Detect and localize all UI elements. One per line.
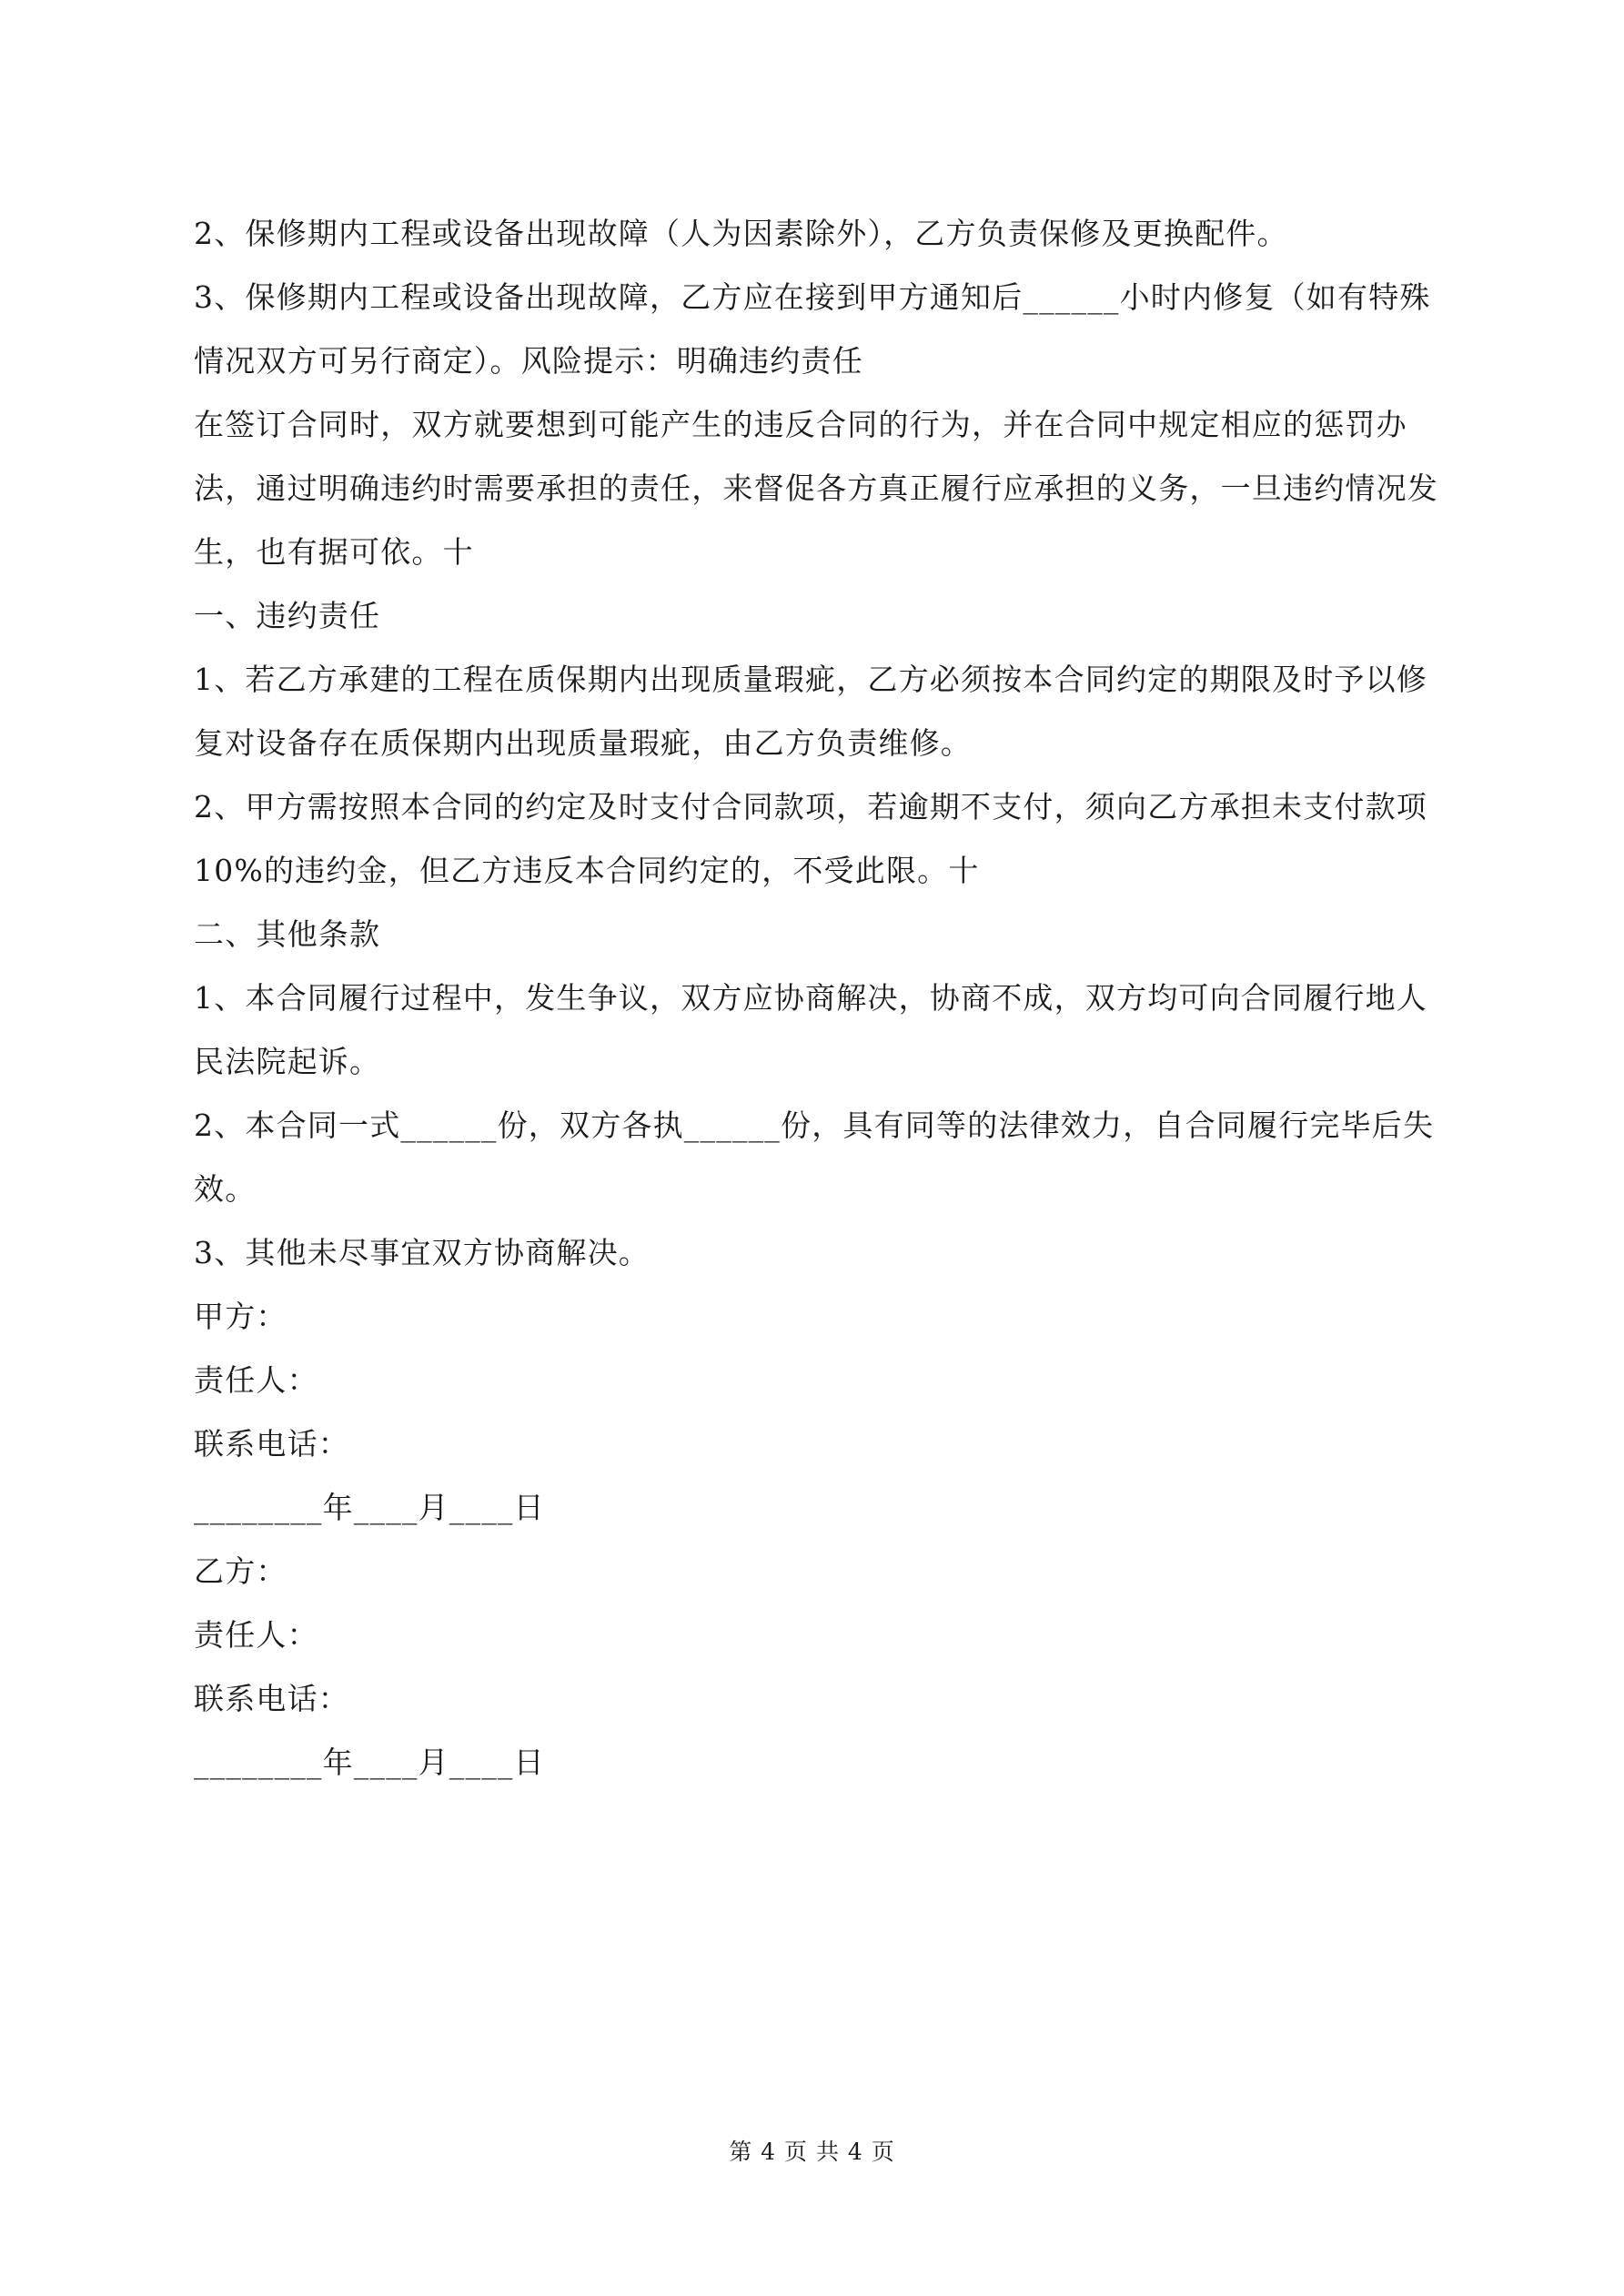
clause-other-3: 3、其他未尽事宜双方协商解决。 [194,1235,650,1270]
clause-other-2: 2、本合同一式______份，双方各执______份，具有同等的法律效力，自合同履行完毕后失效。 [194,1108,1435,1207]
party-b-responsible: 责任人： [194,1617,318,1653]
party-b-phone: 联系电话： [194,1681,349,1716]
clause-breach-1: 1、若乙方承建的工程在质保期内出现质量瑕疵，乙方必须按本合同约定的期限及时予以修复对设备存在质保期内出现质量瑕疵，由乙方负责维修。 [194,662,1427,761]
document-body [194,202,1440,1795]
party-a-date: ________年____月____日 [194,1490,545,1525]
clause-other-1: 1、本合同履行过程中，发生争议，双方应协商解决，协商不成，双方均可向合同履行地人民法院起诉。 [194,980,1427,1079]
party-b-date: ________年____月____日 [194,1745,545,1780]
party-a-responsible: 责任人： [194,1362,318,1398]
risk-note-paragraph: 在签订合同时，双方就要想到可能产生的违反合同的行为，并在合同中规定相应的惩罚办法，通过明确违约时需要承担的责任，来督促各方真正履行应承担的义务，一旦违约情况发生，也有据可依。十 [194,407,1438,570]
party-b-label: 乙方： [194,1553,287,1589]
party-a-phone: 联系电话： [194,1426,349,1462]
section-heading-other: 二、其他条款 [194,916,381,952]
clause-warranty-2: 2、保修期内工程或设备出现故障（人为因素除外），乙方负责保修及更换配件。 [194,216,1288,251]
page-footer [0,2134,1624,2170]
clause-breach-2: 2、甲方需按照本合同的约定及时支付合同款项，若逾期不支付，须向乙方承担未支付款项10%的违约金，但乙方违反本合同约定的，不受此限。十 [194,789,1427,888]
section-heading-breach: 一、违约责任 [194,598,381,633]
clause-warranty-3: 3、保修期内工程或设备出现故障，乙方应在接到甲方通知后______小时内修复（如有特殊情况双方可另行商定）。风险提示：明确违约责任 [194,279,1431,379]
page-number: 第 4 页 共 4 页 [729,2139,895,2165]
party-a-label: 甲方： [194,1299,287,1334]
